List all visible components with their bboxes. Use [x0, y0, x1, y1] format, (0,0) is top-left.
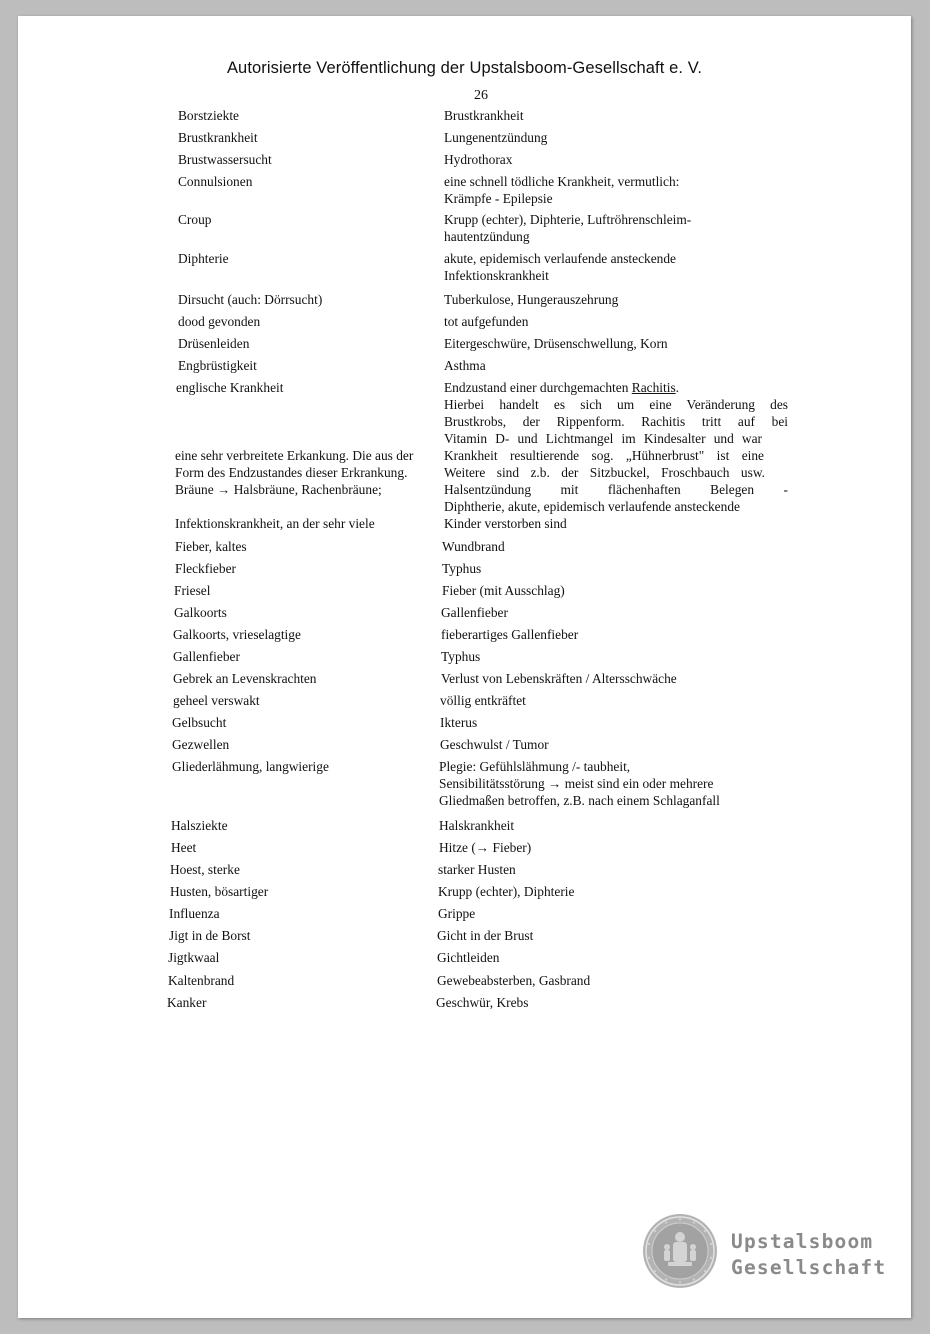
definition-text: Krankheit resultierende sog. „Hühnerbrust" ist eine [444, 448, 764, 463]
entry-term: Engbrüstigkeit [178, 358, 257, 373]
entry-term: Influenza [169, 906, 220, 921]
entry-term: Kaltenbrand [168, 973, 235, 988]
entry-term: englische Krankheit [176, 380, 284, 395]
entry-definition: Gichtleiden [437, 950, 500, 965]
definition-text: Halsentzündung mit flächenhaften Belegen - [444, 482, 788, 497]
entry-definition: akute, epidemisch verlaufende ansteckende Infektionskrankheit [444, 251, 676, 283]
entry-term: Galkoorts [174, 605, 227, 620]
entry-definition: Ikterus [440, 715, 478, 730]
entry-definition: völlig entkräftet [440, 693, 526, 708]
entry-term: Hoest, sterke [170, 862, 240, 877]
entry-definition-line: Kinder verstorben sind [444, 516, 567, 531]
entry-definition: Asthma [444, 358, 486, 373]
entry-definition: Brustkrankheit [444, 108, 524, 123]
page-header: Autorisierte Veröffentlichung der Upstalsboom-Gesellschaft e. V. [226, 59, 703, 77]
entry-term: Husten, bösartiger [170, 884, 269, 899]
entry-term: geheel verswakt [173, 693, 260, 708]
entry-term: Gliederlähmung, langwierige [172, 759, 329, 774]
entry-definition-line [444, 379, 679, 396]
entry-term: Dirsucht (auch: Dörrsucht) [178, 292, 323, 307]
entry-definition: Tuberkulose, Hungerauszehrung [444, 292, 619, 307]
misplaced-text-line: Infektionskrankheit, an der sehr viele [175, 516, 375, 531]
entry-definition: Lungenentzündung [444, 130, 548, 145]
entry-definition: Gicht in der Brust [437, 928, 534, 943]
entry-term: Jigt in de Borst [169, 928, 251, 943]
entry-definition: Hitze (→ Fieber) [439, 840, 532, 855]
entry-definition: fieberartiges Gallenfieber [441, 627, 579, 642]
entry-term: Kanker [167, 995, 207, 1010]
logo-line-2: Gesellschaft [731, 1256, 887, 1279]
entry-definition: Verlust von Lebenskräften / Altersschwäche [441, 671, 677, 686]
entry-definition: tot aufgefunden [444, 314, 529, 329]
entry-term: Brustwassersucht [178, 152, 272, 167]
entry-definition: Typhus [441, 649, 481, 664]
definition-text: . [675, 380, 680, 395]
entry-term: Fleckfieber [175, 561, 236, 576]
definition-text: Weitere sind z.b. der Sitzbuckel, Froschbauch usw. [444, 465, 765, 480]
entry-definition: Gewebeabsterben, Gasbrand [437, 973, 591, 988]
entry-term: Connulsionen [178, 174, 253, 189]
entry-definition: Krupp (echter), Diphterie [438, 884, 575, 899]
rachitis-link: Rachitis [631, 380, 676, 395]
entry-definition-line [444, 464, 765, 481]
misplaced-text-line: eine sehr verbreitete Erkankung. Die aus der [175, 448, 414, 463]
entry-term: Halsziekte [171, 818, 228, 833]
entry-definition: Gallenfieber [441, 605, 508, 620]
entry-definition: starker Husten [438, 862, 516, 877]
entry-definition: Fieber (mit Ausschlag) [442, 583, 565, 598]
page-number: 26 [474, 88, 488, 103]
definition-text: Vitamin D- und Lichtmangel im Kindesalter und war [444, 431, 762, 446]
entry-definition: eine schnell tödliche Krankheit, vermutlich: Krämpfe - Epilepsie [444, 174, 680, 206]
entry-term: Brustkrankheit [178, 130, 258, 145]
entry-term: Gallenfieber [173, 649, 240, 664]
entry-definition: Hydrothorax [444, 152, 513, 167]
definition-text: Endzustand einer durchgemachten [444, 380, 632, 395]
entry-term: Jigtkwaal [168, 950, 220, 965]
misplaced-text-line: Form des Endzustandes dieser Erkrankung. [175, 465, 408, 480]
entry-definition: Krupp (echter), Diphterie, Luftröhrenschleim- hautentzündung [444, 212, 692, 244]
entry-definition: Eitergeschwüre, Drüsenschwellung, Korn [444, 336, 668, 351]
society-logo-text [731, 1229, 886, 1281]
entry-definition: Plegie: Gefühlslähmung /- taubheit, Sensibilitätsstörung → meist sind ein oder mehrere Gliedmaßen betroffen, z.B. nach einem Schlaganfall [439, 759, 720, 808]
entry-term: Heet [171, 840, 197, 855]
entry-term: Gebrek an Levenskrachten [173, 671, 317, 686]
logo-line-1: Upstalsboom [731, 1230, 874, 1253]
entry-term: dood gevonden [178, 314, 261, 329]
entry-definition: Geschwulst / Tumor [440, 737, 549, 752]
entry-definition-line [444, 430, 762, 447]
entry-definition: Geschwür, Krebs [436, 995, 529, 1010]
entry-definition-line [444, 447, 764, 464]
entry-term: Galkoorts, vrieselagtige [173, 627, 301, 642]
entry-term: Borstziekte [178, 108, 239, 123]
entry-term: Gezwellen [172, 737, 230, 752]
entry-term: Diphterie [178, 251, 229, 266]
society-seal-logo [642, 1213, 718, 1289]
entry-term: Drüsenleiden [178, 336, 250, 351]
entry-term: Friesel [174, 583, 211, 598]
entry-definition: Halskrankheit [439, 818, 515, 833]
entry-definition-line [444, 481, 788, 498]
entry-definition: Typhus [442, 561, 482, 576]
entry-definition-line [444, 396, 788, 413]
entry-term: Gelbsucht [172, 715, 227, 730]
definition-text: Brustkrobs, der Rippenform. Rachitis tritt auf bei [444, 414, 788, 429]
entry-definition-line [444, 413, 788, 430]
misplaced-text-line: Bräune → Halsbräune, Rachenbräune; [175, 482, 382, 497]
entry-term: Croup [178, 212, 212, 227]
entry-definition-line: Diphtherie, akute, epidemisch verlaufende ansteckende [444, 499, 740, 514]
definition-text: Hierbei handelt es sich um eine Veränderung des [444, 397, 788, 412]
entry-definition: Wundbrand [442, 539, 505, 554]
entry-definition: Grippe [438, 906, 476, 921]
document-page [18, 16, 911, 1318]
entry-term: Fieber, kaltes [175, 539, 247, 554]
